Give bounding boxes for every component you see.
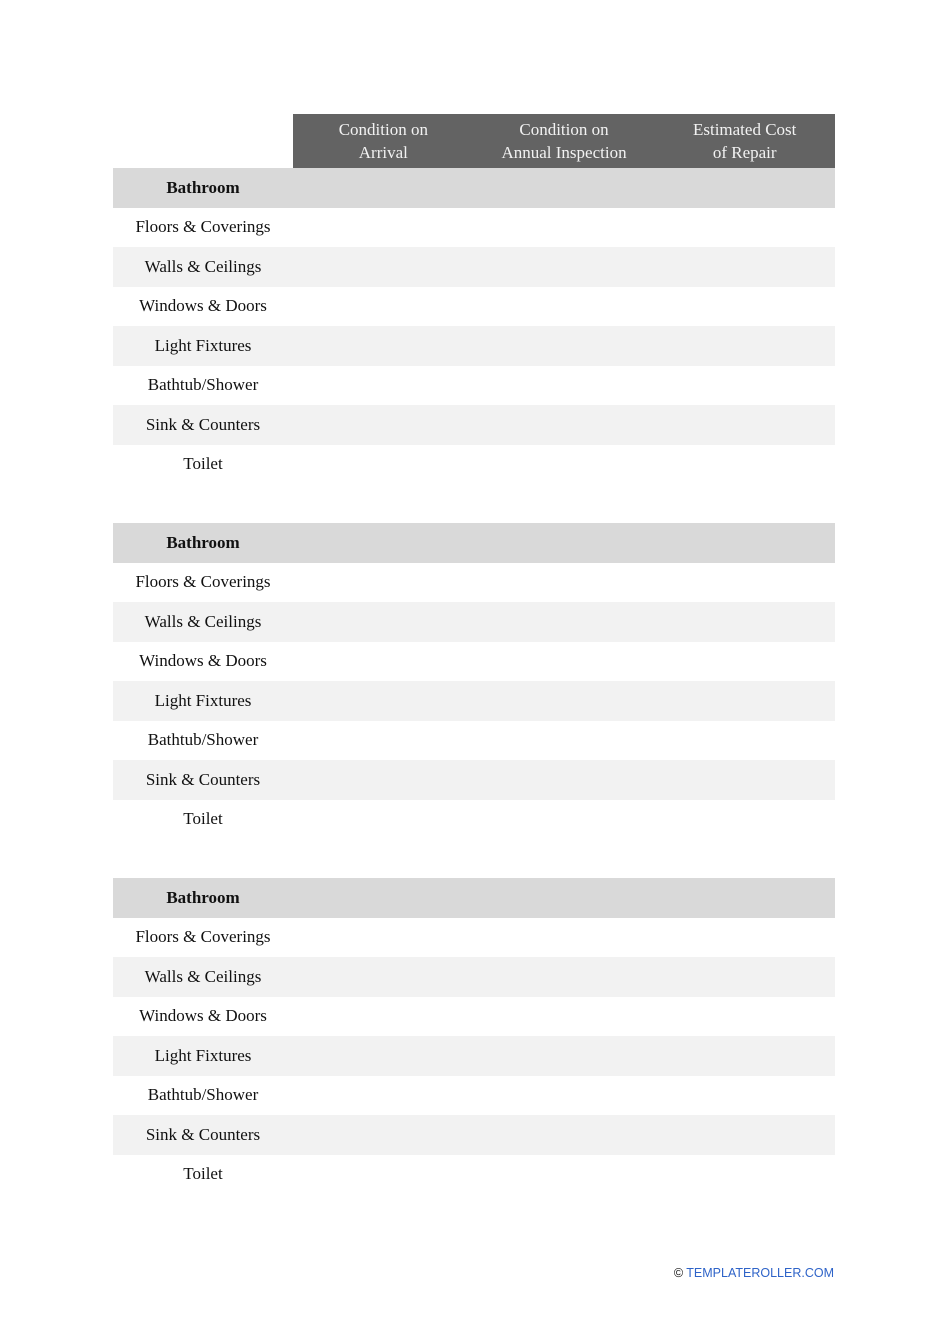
row-label: Floors & Coverings	[135, 927, 271, 947]
row-label: Light Fixtures	[154, 1045, 252, 1065]
cost-cell[interactable]	[654, 721, 835, 761]
cost-cell[interactable]	[654, 800, 835, 840]
row-label: Walls & Ceilings	[144, 611, 262, 631]
copyright-symbol: ©	[673, 1266, 684, 1280]
table-row	[113, 1155, 835, 1195]
table-row	[113, 1115, 835, 1155]
inspection-cell[interactable]	[474, 208, 655, 248]
inspection-cell[interactable]	[474, 366, 655, 406]
table-row	[113, 642, 835, 682]
arrival-cell[interactable]	[293, 760, 474, 800]
row-label: Floors & Coverings	[135, 572, 271, 592]
inspection-cell[interactable]	[474, 1036, 655, 1076]
inspection-cell[interactable]	[474, 287, 655, 327]
row-label: Windows & Doors	[139, 651, 267, 671]
table-row	[113, 760, 835, 800]
arrival-cell[interactable]	[293, 247, 474, 287]
row-label: Sink & Counters	[145, 1124, 261, 1144]
cost-cell[interactable]	[654, 918, 835, 958]
column-header-annual-inspection: Condition on Annual Inspection	[501, 120, 627, 162]
arrival-cell[interactable]	[293, 405, 474, 445]
table-row	[113, 721, 835, 761]
inspection-cell[interactable]	[474, 760, 655, 800]
cost-cell[interactable]	[654, 642, 835, 682]
inspection-cell[interactable]	[474, 800, 655, 840]
cost-cell[interactable]	[654, 1036, 835, 1076]
arrival-cell[interactable]	[293, 957, 474, 997]
table-row	[113, 918, 835, 958]
section-title-row	[113, 523, 835, 563]
table-row	[113, 1076, 835, 1116]
table-row	[113, 326, 835, 366]
arrival-cell[interactable]	[293, 1155, 474, 1195]
table-row	[113, 563, 835, 603]
cost-cell[interactable]	[654, 287, 835, 327]
section-title: Bathroom	[166, 532, 240, 552]
inspection-cell[interactable]	[474, 326, 655, 366]
arrival-cell[interactable]	[293, 918, 474, 958]
section-title: Bathroom	[166, 177, 240, 197]
row-label: Floors & Coverings	[135, 217, 271, 237]
bathroom-section-1	[113, 168, 835, 484]
cost-cell[interactable]	[654, 760, 835, 800]
row-label: Sink & Counters	[145, 414, 261, 434]
inspection-cell[interactable]	[474, 721, 655, 761]
row-label: Windows & Doors	[139, 296, 267, 316]
arrival-cell[interactable]	[293, 1076, 474, 1116]
arrival-cell[interactable]	[293, 997, 474, 1037]
column-header-arrival: Condition on Arrival	[338, 120, 428, 162]
cost-cell[interactable]	[654, 957, 835, 997]
row-label: Windows & Doors	[139, 1006, 267, 1026]
row-label: Toilet	[183, 809, 223, 829]
column-header-row	[293, 114, 835, 168]
arrival-cell[interactable]	[293, 642, 474, 682]
row-label: Bathtub/Shower	[147, 375, 259, 395]
row-label: Toilet	[183, 1164, 223, 1184]
table-row	[113, 1036, 835, 1076]
arrival-cell[interactable]	[293, 721, 474, 761]
templateroller-link[interactable]: TEMPLATEROLLER.COM	[686, 1266, 834, 1280]
table-row	[113, 405, 835, 445]
arrival-cell[interactable]	[293, 563, 474, 603]
section-title: Bathroom	[166, 887, 240, 907]
table-row	[113, 681, 835, 721]
inspection-cell[interactable]	[474, 445, 655, 485]
arrival-cell[interactable]	[293, 366, 474, 406]
inspection-cell[interactable]	[474, 681, 655, 721]
inspection-cell[interactable]	[474, 642, 655, 682]
cost-cell[interactable]	[654, 602, 835, 642]
arrival-cell[interactable]	[293, 326, 474, 366]
cost-cell[interactable]	[654, 681, 835, 721]
arrival-cell[interactable]	[293, 602, 474, 642]
row-label: Sink & Counters	[145, 769, 261, 789]
cost-cell[interactable]	[654, 326, 835, 366]
section-title-row	[113, 878, 835, 918]
section-title-row	[113, 168, 835, 208]
table-row	[113, 957, 835, 997]
arrival-cell[interactable]	[293, 287, 474, 327]
cost-cell[interactable]	[654, 405, 835, 445]
table-row	[113, 247, 835, 287]
row-label: Walls & Ceilings	[144, 256, 262, 276]
table-row	[113, 287, 835, 327]
inspection-cell[interactable]	[474, 1155, 655, 1195]
arrival-cell[interactable]	[293, 208, 474, 248]
inspection-cell[interactable]	[474, 1076, 655, 1116]
row-label: Bathtub/Shower	[147, 1085, 259, 1105]
table-row	[113, 208, 835, 248]
cost-cell[interactable]	[654, 366, 835, 406]
cost-cell[interactable]	[654, 1155, 835, 1195]
inspection-cell[interactable]	[474, 405, 655, 445]
table-row	[113, 800, 835, 840]
inspection-cell[interactable]	[474, 602, 655, 642]
cost-cell[interactable]	[654, 997, 835, 1037]
row-label: Light Fixtures	[154, 690, 252, 710]
row-label: Walls & Ceilings	[144, 966, 262, 986]
inspection-cell[interactable]	[474, 997, 655, 1037]
column-header-repair-cost: Estimated Cost of Repair	[692, 120, 797, 162]
bathroom-section-3	[113, 878, 835, 1194]
table-row	[113, 997, 835, 1037]
inspection-cell[interactable]	[474, 957, 655, 997]
row-label: Light Fixtures	[154, 335, 252, 355]
table-row	[113, 445, 835, 485]
inspection-cell[interactable]	[474, 247, 655, 287]
row-label: Bathtub/Shower	[147, 730, 259, 750]
arrival-cell[interactable]	[293, 800, 474, 840]
arrival-cell[interactable]	[293, 681, 474, 721]
cost-cell[interactable]	[654, 247, 835, 287]
cost-cell[interactable]	[654, 208, 835, 248]
table-row	[113, 366, 835, 406]
row-label: Toilet	[183, 454, 223, 474]
table-row	[113, 602, 835, 642]
cost-cell[interactable]	[654, 1115, 835, 1155]
cost-cell[interactable]	[654, 1076, 835, 1116]
arrival-cell[interactable]	[293, 1115, 474, 1155]
cost-cell[interactable]	[654, 563, 835, 603]
arrival-cell[interactable]	[293, 1036, 474, 1076]
inspection-cell[interactable]	[474, 563, 655, 603]
arrival-cell[interactable]	[293, 445, 474, 485]
footer-credit	[674, 1266, 834, 1280]
inspection-cell[interactable]	[474, 918, 655, 958]
cost-cell[interactable]	[654, 445, 835, 485]
bathroom-section-2	[113, 523, 835, 839]
inspection-cell[interactable]	[474, 1115, 655, 1155]
